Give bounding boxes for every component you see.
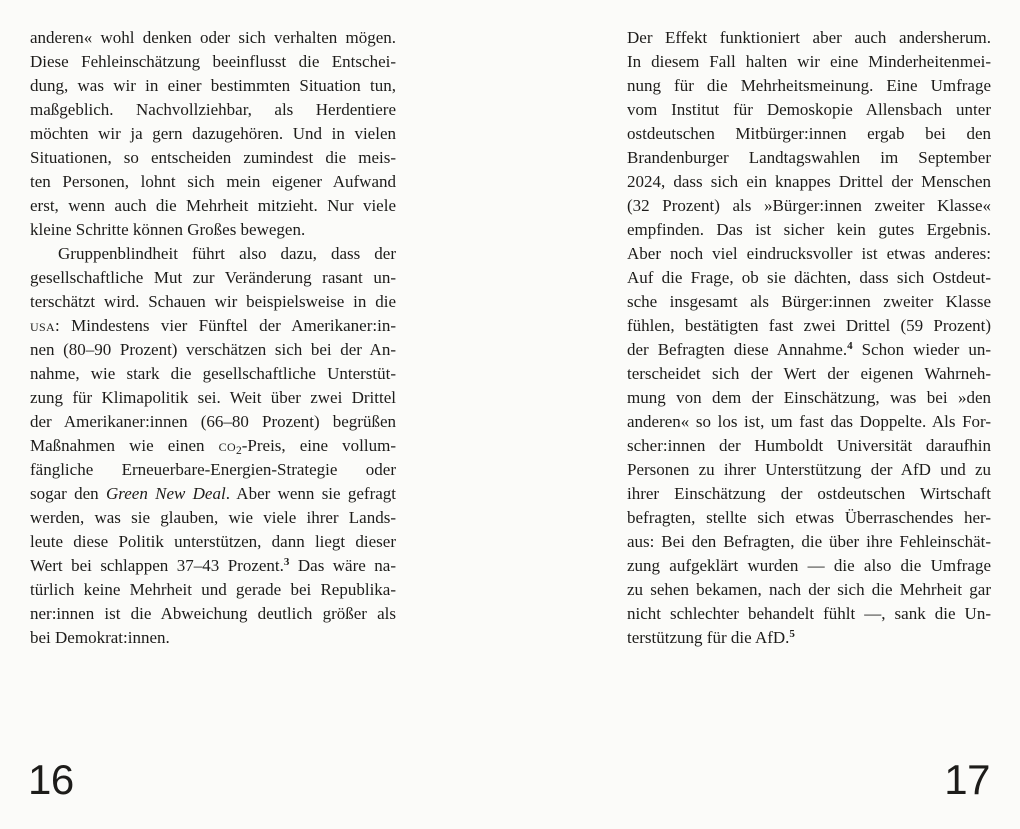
text-run: befragten, stellte sich etwas Überraschendes her- [627,508,991,527]
page-number-right: 17 [944,756,990,803]
text-run: Brandenburger Landtagswahlen im September [627,148,991,167]
text-line [30,98,396,122]
text-run: (32 Prozent) als »Bürger:innen zweiter Klasse« [627,196,991,215]
text-line [627,26,991,50]
text-run: -Preis, eine vollum- [241,436,396,455]
text-run: leute diese Politik unterstützen, dann liegt dieser [30,532,396,551]
paragraph [627,26,991,650]
text-run: werden, was sie glauben, wie viele ihrer Lands- [30,508,396,527]
text-run: ten Personen, lohnt sich mein eigener Aufwand [30,172,396,191]
page-number-left: 16 [28,756,74,803]
text-line [627,554,991,578]
text-run: der Befragten diese Annahme. [627,340,848,359]
text-line [30,290,396,314]
text-line [30,242,396,266]
text-run: ostdeutschen Mitbürger:innen ergab bei den [627,124,991,143]
text-run: nahme, wie stark die gesellschaftliche Unterstüt- [30,364,396,383]
text-line [627,170,991,194]
text-run: In diesem Fall halten wir eine Minderheitenmei- [627,52,991,71]
text-line [30,578,396,602]
text-run: gesellschaftliche Mut zur Veränderung rasant un- [30,268,396,287]
text-line [627,98,991,122]
text-line [627,50,991,74]
text-line [30,74,396,98]
text-run: . Aber wenn sie gefragt [225,484,396,503]
text-run: Maßnahmen wie einen [30,436,219,455]
text-line [627,74,991,98]
text-run: anderen« so los ist, um fast das Doppelte. Als For- [627,412,991,431]
text-line [30,626,396,650]
text-run: terscheidet sich der Wert der eigenen Wahrneh- [627,364,991,383]
text-run: nung für die Mehrheitsmeinung. Eine Umfrage [627,76,991,95]
footnote-marker: 4 [847,340,853,352]
text-run: nicht schlechter behandelt fühlt —, sank die Un- [627,604,991,623]
text-run: zung aufgeklärt wurden — die also die Umfrage [627,556,991,575]
text-run: türlich keine Mehrheit und gerade bei Republika- [30,580,396,599]
text-run: anderen« wohl denken oder sich verhalten mögen. [30,28,396,47]
text-line [30,50,396,74]
text-line [627,530,991,554]
text-run: : Mindestens vier Fünftel der Amerikaner:in- [55,316,396,335]
text-run: bei Demokrat:innen. [30,628,170,647]
text-line [30,338,396,362]
text-line [30,386,396,410]
text-run: zu sehen bekamen, nach der sich die Mehrheit gar [627,580,991,599]
text-line [627,602,991,626]
text-run: fängliche Erneuerbare-Energien-Strategie oder [30,460,396,479]
text-line [30,170,396,194]
text-line [627,578,991,602]
text-run: Auf die Frage, ob sie dächten, dass sich Ostdeut- [627,268,991,287]
paragraph [30,26,396,242]
text-line [30,146,396,170]
text-line [627,146,991,170]
text-run: mung von dem der Einschätzung, was bei »den [627,388,991,407]
text-run: maßgeblich. Nachvollziehbar, als Herdentiere [30,100,396,119]
text-run: 2024, dass sich ein knappes Drittel der Menschen [627,172,991,191]
text-run: zung für Klimapolitik sei. Weit über zwei Drittel [30,388,396,407]
page-right [510,0,1020,829]
text-run: nen (80–90 Prozent) verschätzen sich bei der An- [30,340,396,359]
text-line [627,122,991,146]
text-run: usa [30,316,56,335]
text-line [627,626,991,650]
text-run: erst, wenn auch die Mehrheit mitzieht. Nur viele [30,196,396,215]
text-line [627,266,991,290]
text-run: Personen zu ihrer Unterstützung der AfD und zu [627,460,991,479]
text-line [627,506,991,530]
text-run: co [218,436,236,455]
text-line [627,410,991,434]
text-run: möchten wir ja gern dazugehören. Und in vielen [30,124,396,143]
text-line [627,290,991,314]
text-line [30,410,396,434]
text-run: fühlen, bestätigten fast zwei Drittel (59 Prozent) [627,316,991,335]
text-run: Wert bei schlappen 37–43 Prozent. [30,556,284,575]
text-line [627,362,991,386]
text-run: 2 [236,445,242,457]
text-run: der Amerikaner:innen (66–80 Prozent) begrüßen [30,412,396,431]
footnote-marker: 5 [789,628,795,640]
text-run: Gruppenblindheit führt also dazu, dass der [58,244,396,263]
text-run: empfinden. Das ist sicher kein gutes Ergebnis. [627,220,991,239]
text-run: sogar den [30,484,106,503]
text-line [30,362,396,386]
text-run: terstützung für die AfD. [627,628,790,647]
text-run: dung, was wir in einer bestimmten Situation tun, [30,76,396,95]
text-line [30,602,396,626]
text-line [627,482,991,506]
text-run: Situationen, so entscheiden zumindest die meis- [30,148,396,167]
text-line [627,194,991,218]
text-line [30,554,396,578]
text-line [627,434,991,458]
text-run: ner:innen ist die Abweichung deutlich größer als [30,604,396,623]
text-run: kleine Schritte können Großes bewegen. [30,220,306,239]
text-line [627,242,991,266]
text-run: Schon wieder un- [852,340,991,359]
text-run: aus: Bei den Befragten, die über ihre Fehleinschät- [627,532,991,551]
text-line [30,530,396,554]
text-run: Der Effekt funktioniert aber auch andersherum. [627,28,991,47]
page-left-text-block [30,26,396,650]
text-line [30,26,396,50]
text-run: sche insgesamt als Bürger:innen zweiter Klasse [627,292,991,311]
text-line [30,434,396,458]
text-run: scher:innen der Humboldt Universität daraufhin [627,436,991,455]
text-line [627,218,991,242]
text-line [30,218,396,242]
text-line [30,194,396,218]
text-line [30,506,396,530]
text-run: vom Institut für Demoskopie Allensbach unter [627,100,991,119]
paragraph [30,242,396,650]
text-line [30,482,396,506]
text-line [627,338,991,362]
text-line [30,266,396,290]
text-line [627,314,991,338]
text-line [627,386,991,410]
footnote-marker: 3 [283,556,290,568]
page-right-text-block [627,26,991,650]
text-run: Das wäre na- [289,556,396,575]
text-run: Aber noch viel eindrucksvoller ist etwas anderes: [627,244,991,263]
text-line [30,122,396,146]
text-line [30,458,396,482]
text-run: terschätzt wird. Schauen wir beispielsweise in die [30,292,396,311]
text-run: Diese Fehleinschätzung beeinflusst die Entschei- [30,52,396,71]
text-line [627,458,991,482]
text-run: ihrer Einschätzung der ostdeutschen Wirtschaft [627,484,991,503]
italic-text-run: Green New Deal [105,484,226,503]
text-line [30,314,396,338]
